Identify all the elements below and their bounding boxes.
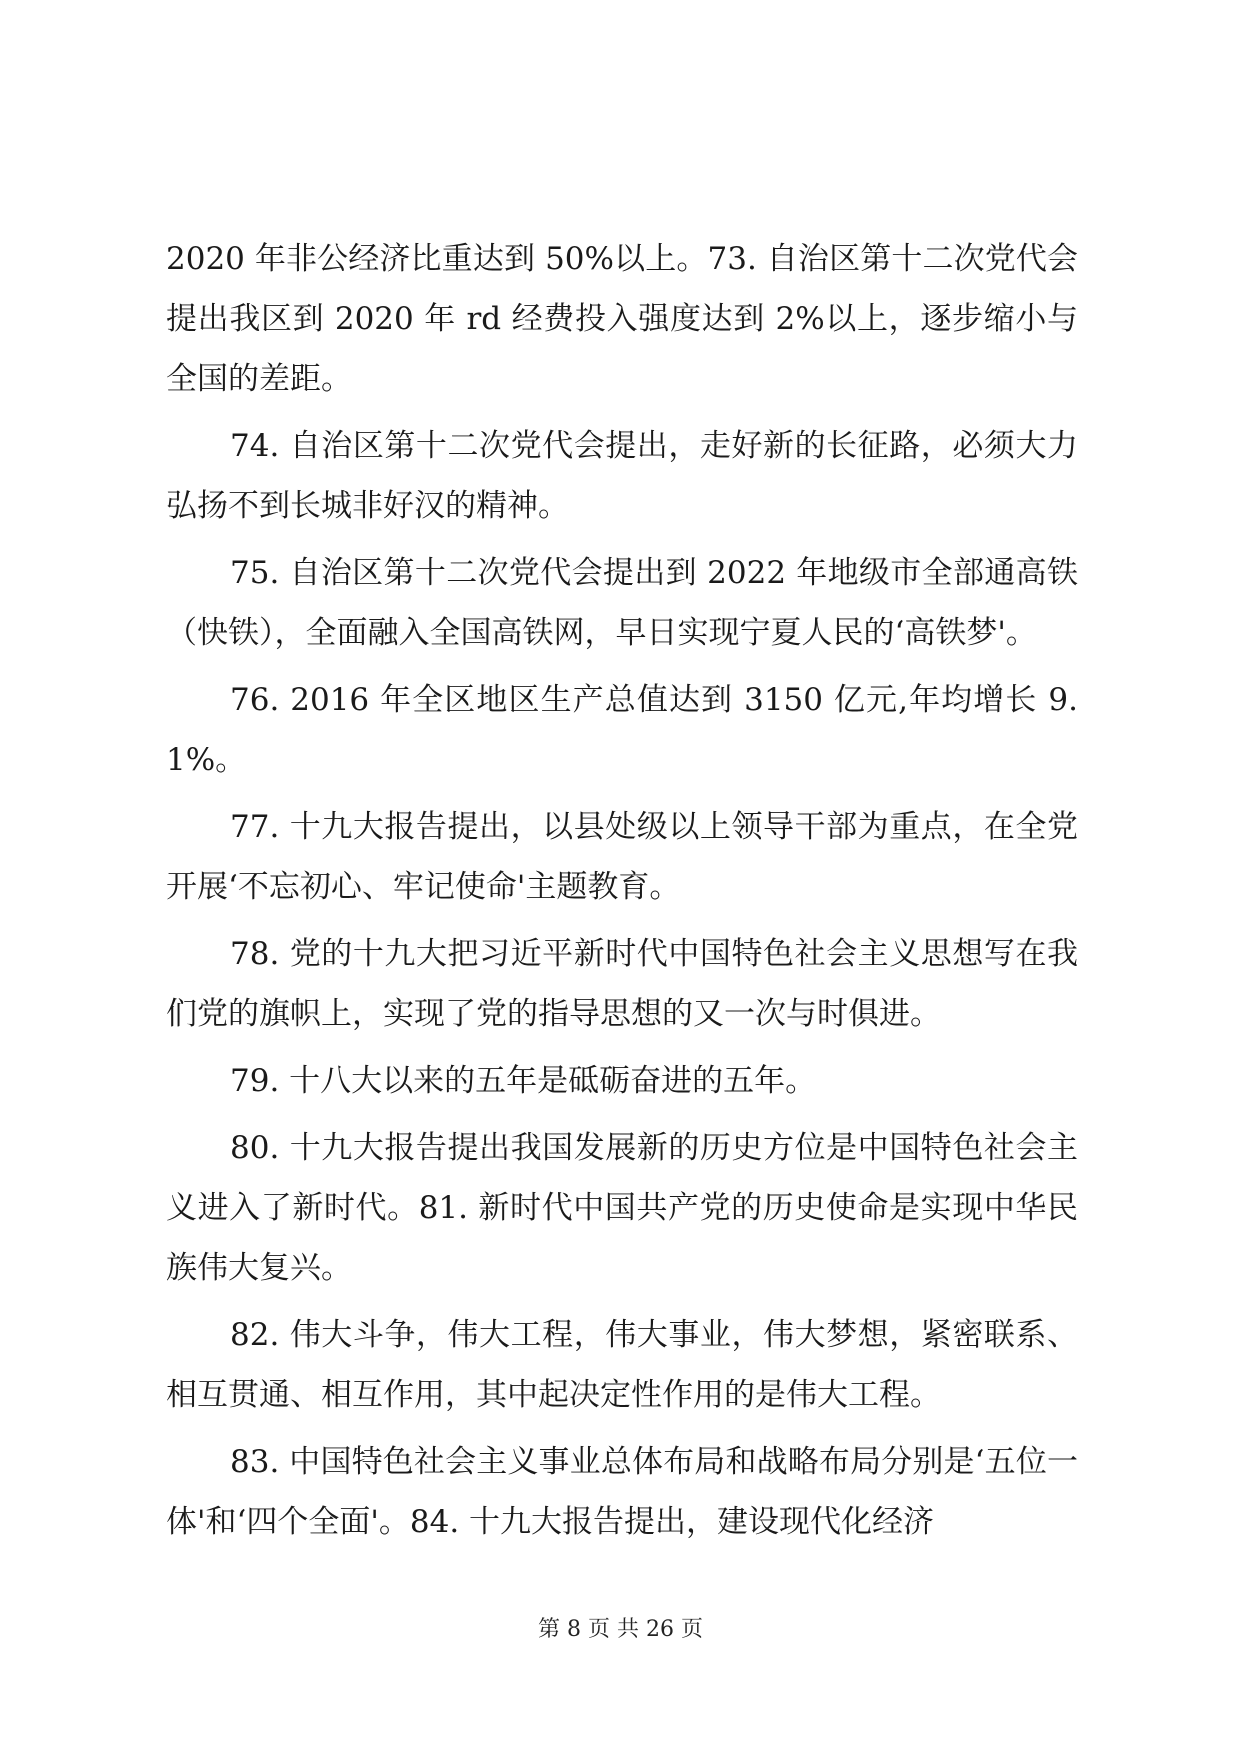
page-footer: [0, 1616, 1241, 1644]
paragraph-2: 74. 自治区第十二次党代会提出，走好新的长征路，必须大力弘扬不到长城非好汉的精神。: [166, 428, 1078, 524]
document-body: [166, 229, 1078, 1559]
paragraph-8: 80. 十九大报告提出我国发展新的历史方位是中国特色社会主义进入了新时代。81. 新时代中国共产党的历史使命是实现中华民族伟大复兴。: [166, 1130, 1078, 1286]
paragraph-1: 2020 年非公经济比重达到 50%以上。73. 自治区第十二次党代会提出我区到 2020 年 rd 经费投入强度达到 2%以上，逐步缩小与全国的差距。: [166, 241, 1078, 397]
paragraph-10: 83. 中国特色社会主义事业总体布局和战略布局分别是‘五位一体'和‘四个全面'。84. 十九大报告提出，建设现代化经济: [166, 1444, 1078, 1540]
page-number-label: 第 8 页 共 26 页: [538, 1617, 703, 1642]
paragraph-4: 76. 2016 年全区地区生产总值达到 3150 亿元,年均增长 9. 1%。: [166, 682, 1078, 778]
paragraph-6: 78. 党的十九大把习近平新时代中国特色社会主义思想写在我们党的旗帜上，实现了党的指导思想的又一次与时俱进。: [166, 936, 1078, 1032]
paragraph-3: 75. 自治区第十二次党代会提出到 2022 年地级市全部通高铁（快铁），全面融入全国高铁网，早日实现宁夏人民的‘高铁梦'。: [166, 555, 1078, 651]
paragraph-7: 79. 十八大以来的五年是砥砺奋进的五年。: [230, 1063, 817, 1099]
paragraph-9: 82. 伟大斗争，伟大工程，伟大事业，伟大梦想，紧密联系、相互贯通、相互作用，其中起决定性作用的是伟大工程。: [166, 1317, 1078, 1413]
paragraph-5: 77. 十九大报告提出，以县处级以上领导干部为重点，在全党开展‘不忘初心、牢记使命'主题教育。: [166, 809, 1078, 905]
